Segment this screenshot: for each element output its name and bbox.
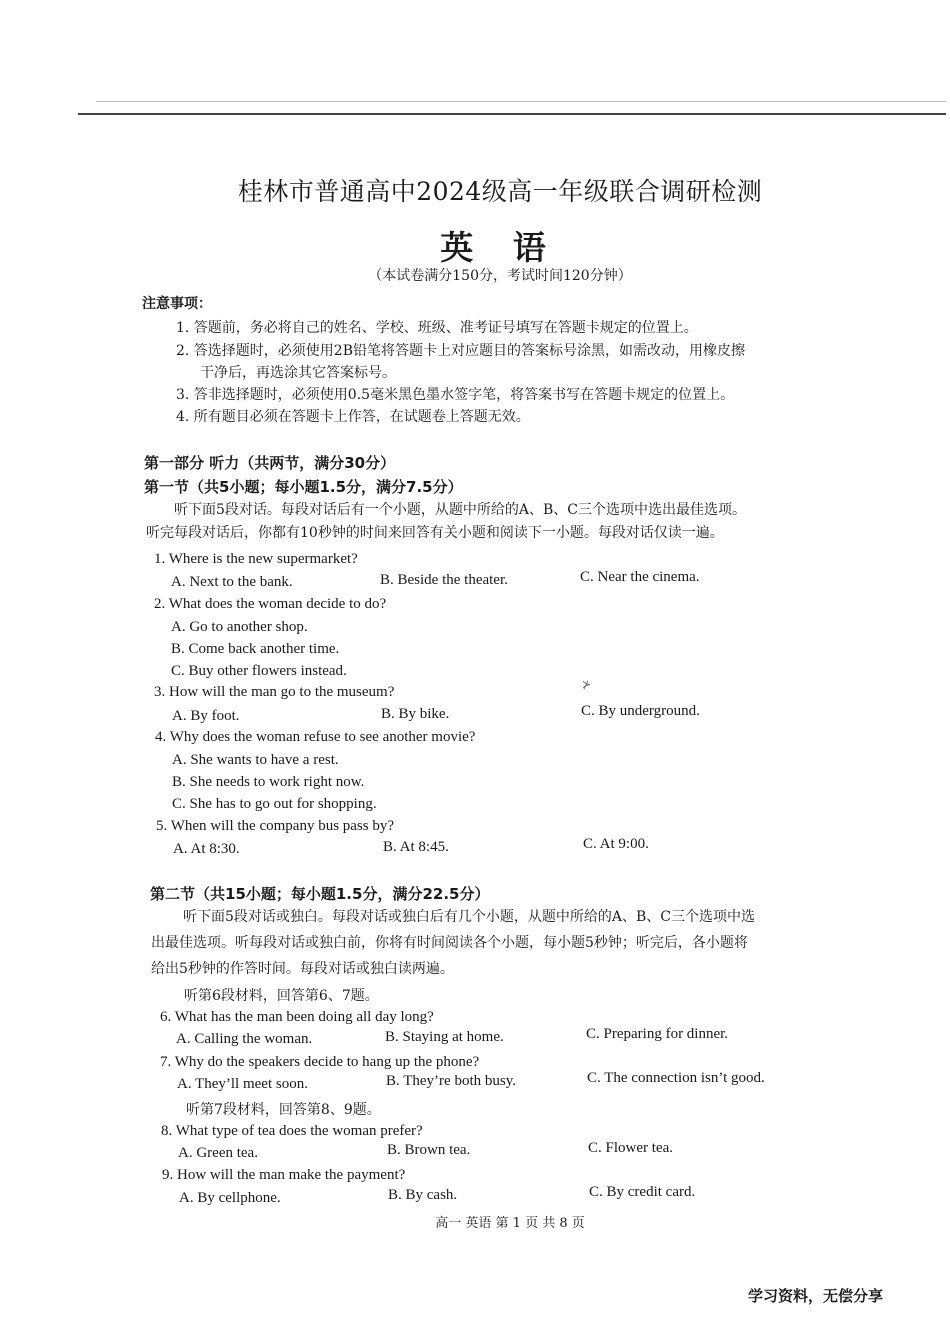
option-c: C. Near the cinema. bbox=[580, 569, 700, 585]
question-stem: 4. Why does the woman refuse to see another movie? bbox=[155, 729, 476, 745]
option-c: C. By underground. bbox=[581, 703, 700, 719]
notice-heading: 注意事项： bbox=[142, 296, 212, 312]
option-c: C. By credit card. bbox=[589, 1184, 696, 1200]
option-a: A. Green tea. bbox=[178, 1145, 258, 1161]
option-c: C. The connection isn’t good. bbox=[587, 1070, 765, 1086]
question-stem: 7. Why do the speakers decide to hang up the phone? bbox=[160, 1054, 480, 1070]
question-stem: 6. What has the man been doing all day long? bbox=[160, 1009, 434, 1025]
part1-heading: 第一部分 听力（共两节，满分30分） bbox=[144, 454, 396, 472]
option-b: B. Brown tea. bbox=[387, 1142, 471, 1158]
option-a: A. They’ll meet soon. bbox=[177, 1076, 308, 1092]
option-b: B. By bike. bbox=[381, 706, 450, 722]
option-c: C. Buy other flowers instead. bbox=[171, 663, 347, 679]
exam-info: （本试卷满分150分，考试时间120分钟） bbox=[368, 268, 632, 284]
option-a: A. By foot. bbox=[172, 708, 240, 724]
question-stem: 9. How will the man make the payment? bbox=[162, 1167, 406, 1183]
option-c: C. Preparing for dinner. bbox=[586, 1026, 729, 1042]
option-a: A. She wants to have a rest. bbox=[172, 752, 339, 768]
material-6-note: 听第6段材料，回答第6、7题。 bbox=[184, 988, 379, 1004]
question-stem: 3. How will the man go to the museum? bbox=[154, 684, 395, 700]
question-stem: 8. What type of tea does the woman prefer? bbox=[161, 1123, 423, 1139]
question-stem: 2. What does the woman decide to do? bbox=[154, 596, 387, 612]
notice-item: 3. 答非选择题时，必须使用0.5毫米黑色墨水签字笔，将答案书写在答题卡规定的位置上。 bbox=[176, 387, 735, 403]
option-c: C. Flower tea. bbox=[588, 1140, 673, 1156]
top-rule bbox=[78, 113, 946, 115]
exam-title: 桂林市普通高中2024级高一年级联合调研检测 bbox=[237, 177, 763, 206]
option-a: A. Next to the bank. bbox=[171, 574, 293, 590]
section2-instruction: 给出5秒钟的作答时间。每段对话或独白读两遍。 bbox=[151, 961, 454, 977]
option-b: B. Come back another time. bbox=[171, 641, 340, 657]
stray-mark: ⊁ bbox=[582, 678, 592, 691]
notice-item: 2. 答选择题时，必须使用2B铅笔将答题卡上对应题目的答案标号涂黑，如需改动，用橡皮擦 bbox=[176, 343, 746, 359]
notice-item: 1. 答题前，务必将自己的姓名、学校、班级、准考证号填写在答题卡规定的位置上。 bbox=[176, 320, 698, 336]
option-b: B. They’re both busy. bbox=[386, 1073, 516, 1089]
top-rule-thin bbox=[96, 101, 946, 102]
option-c: C. She has to go out for shopping. bbox=[172, 796, 377, 812]
option-b: B. By cash. bbox=[388, 1187, 458, 1203]
material-7-note: 听第7段材料，回答第8、9题。 bbox=[186, 1102, 381, 1118]
section2-instruction: 出最佳选项。听每段对话或独白前，你将有时间阅读各个小题，每小题5秒钟；听完后，各小题将 bbox=[151, 935, 748, 951]
notice-item: 干净后，再选涂其它答案标号。 bbox=[200, 365, 396, 381]
section1-instruction: 听下面5段对话。每段对话后有一个小题，从题中所给的A、B、C三个选项中选出最佳选项。 bbox=[174, 502, 747, 518]
section1-instruction: 听完每段对话后，你都有10秒钟的时间来回答有关小题和阅读下一小题。每段对话仅读一遍。 bbox=[146, 525, 724, 541]
share-note: 学习资料，无偿分享 bbox=[748, 1287, 884, 1305]
option-b: B. At 8:45. bbox=[383, 839, 449, 855]
option-b: B. Beside the theater. bbox=[380, 572, 508, 588]
subject-title: 英 语 bbox=[440, 228, 560, 267]
question-stem: 5. When will the company bus pass by? bbox=[156, 818, 395, 834]
option-b: B. Staying at home. bbox=[385, 1029, 504, 1045]
option-a: A. Go to another shop. bbox=[171, 619, 308, 635]
section2-instruction: 听下面5段对话或独白。每段对话或独白后有几个小题，从题中所给的A、B、C三个选项中选 bbox=[183, 909, 756, 925]
option-a: A. At 8:30. bbox=[173, 841, 240, 857]
option-b: B. She needs to work right now. bbox=[172, 774, 365, 790]
option-a: A. Calling the woman. bbox=[176, 1031, 313, 1047]
question-stem: 1. Where is the new supermarket? bbox=[154, 551, 358, 567]
page-footer: 高一 英语 第 1 页 共 8 页 bbox=[435, 1216, 585, 1231]
option-a: A. By cellphone. bbox=[179, 1190, 281, 1206]
option-c: C. At 9:00. bbox=[583, 836, 649, 852]
section1-heading: 第一节（共5小题；每小题1.5分，满分7.5分） bbox=[144, 478, 463, 496]
section2-heading: 第二节（共15小题；每小题1.5分，满分22.5分） bbox=[150, 885, 490, 903]
notice-item: 4. 所有题目必须在答题卡上作答，在试题卷上答题无效。 bbox=[176, 409, 530, 425]
